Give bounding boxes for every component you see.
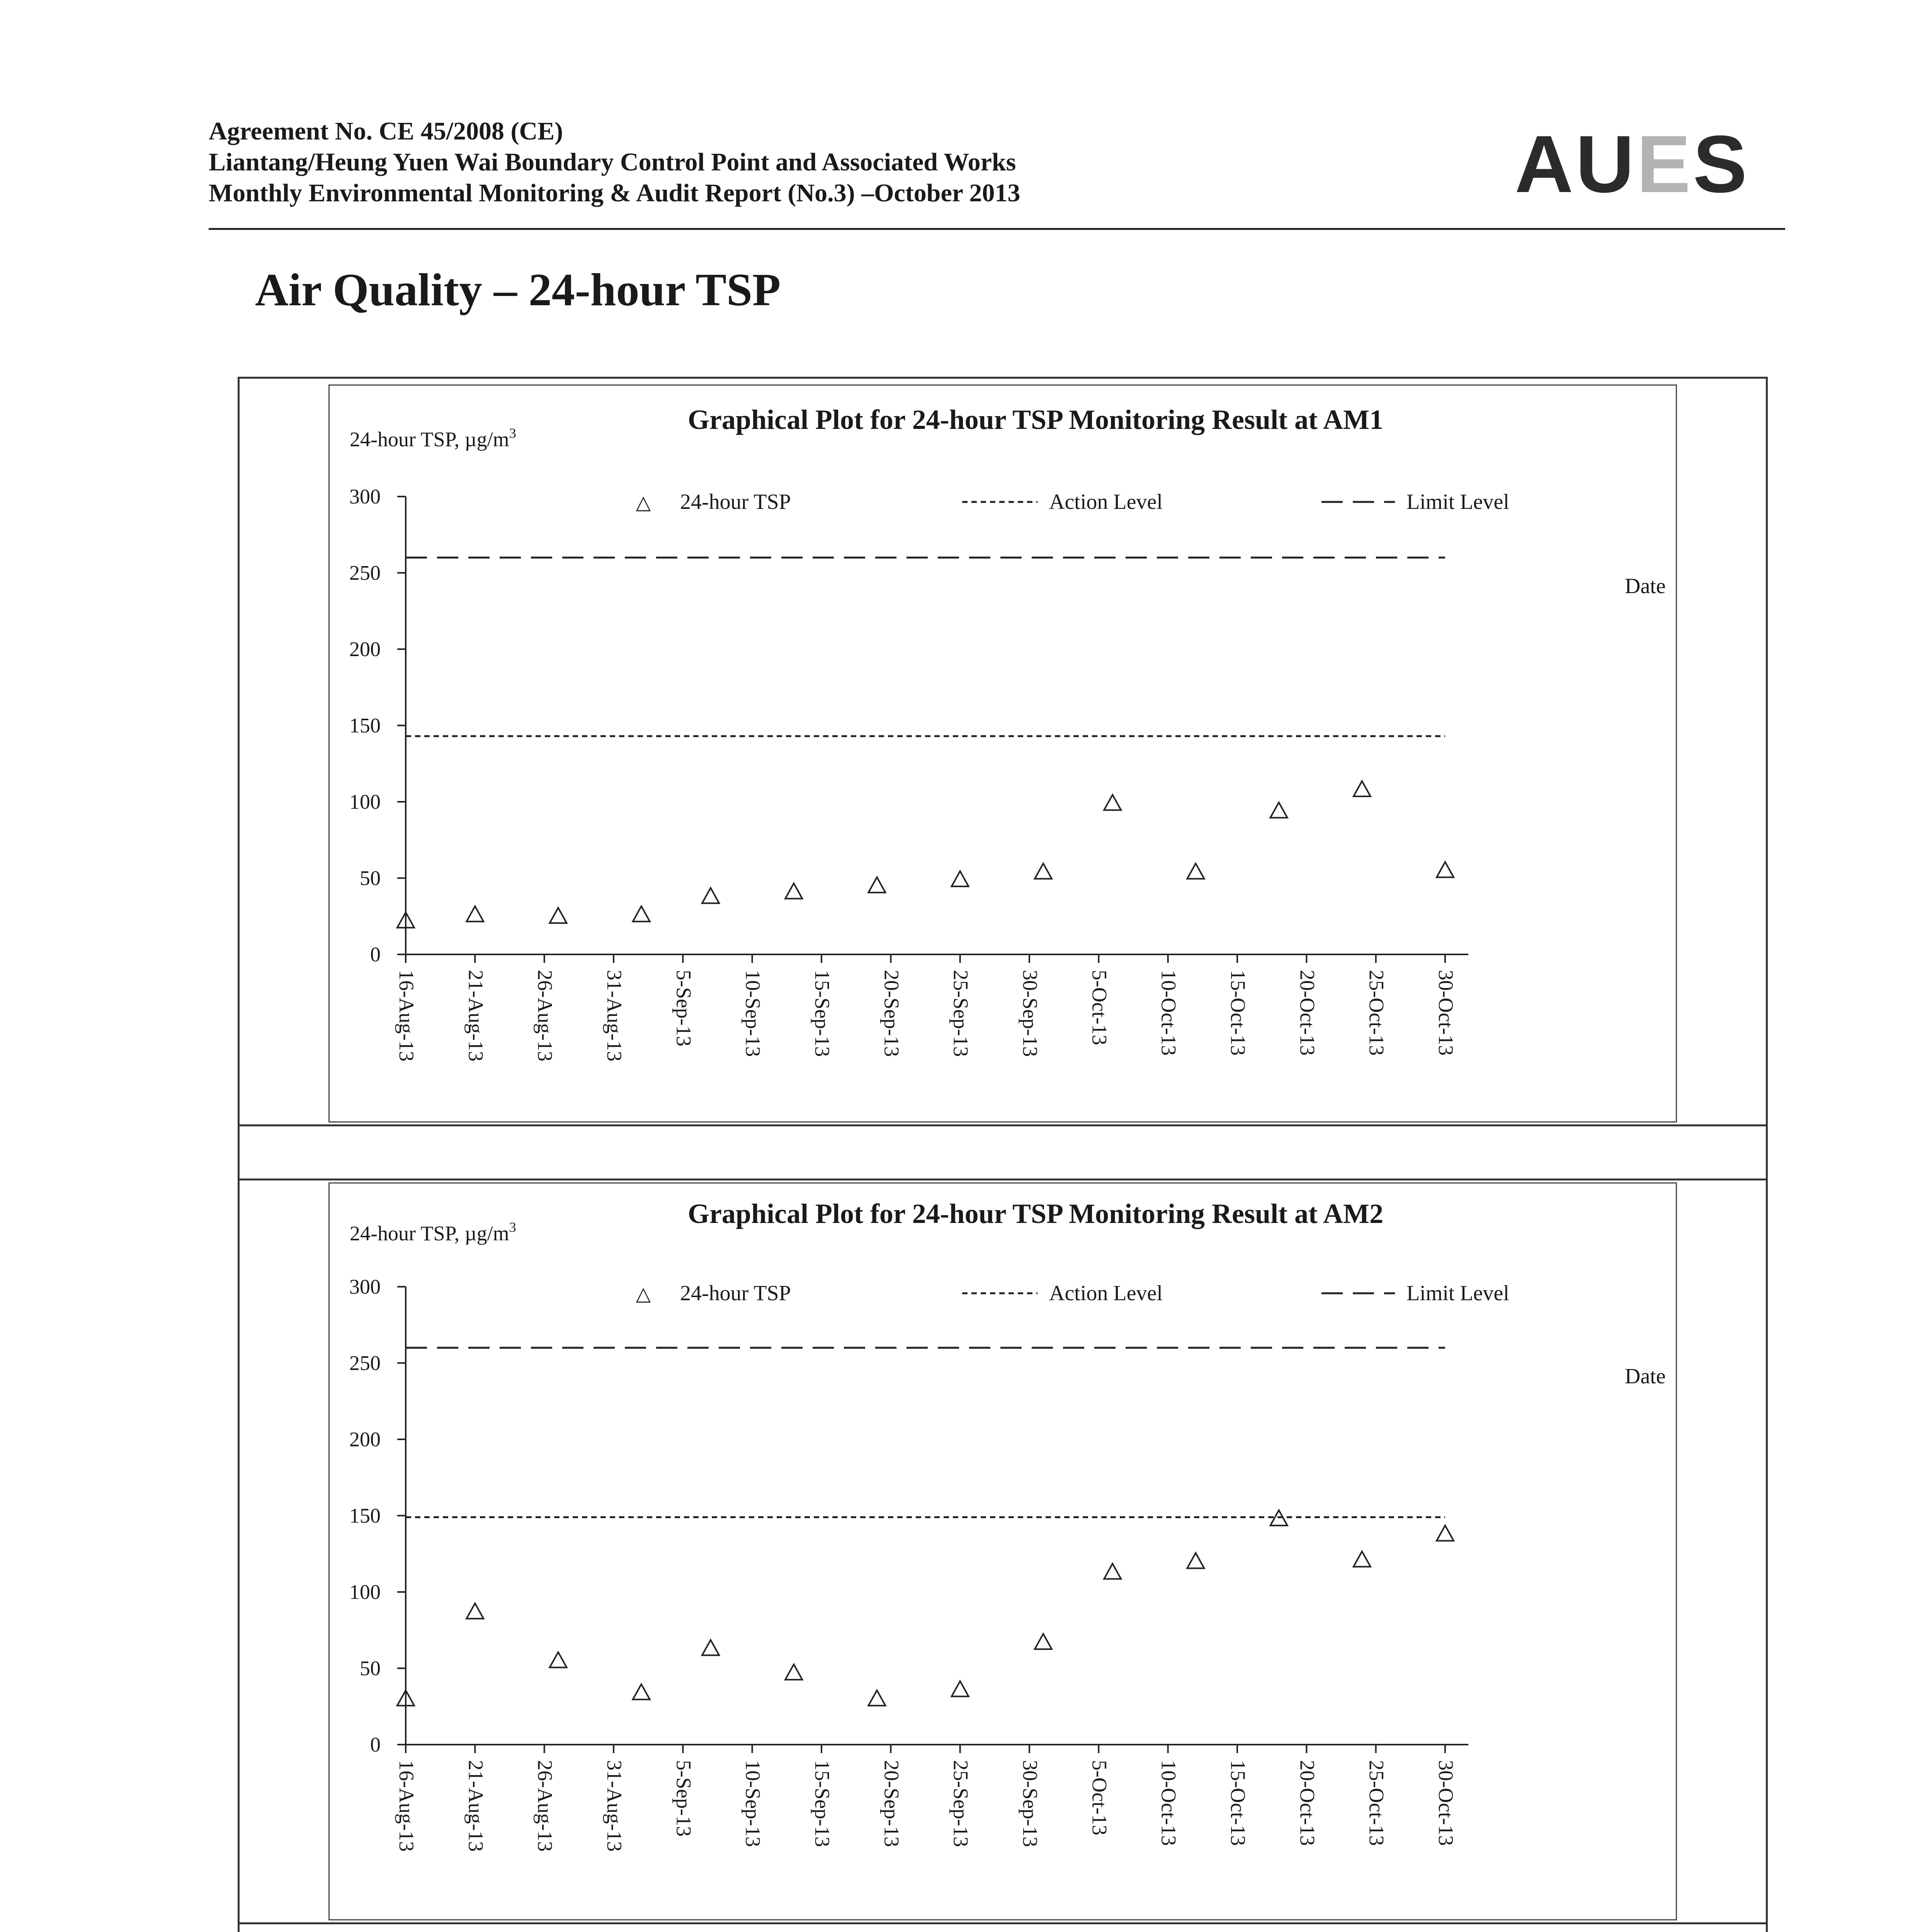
data-point xyxy=(785,1664,802,1680)
data-point xyxy=(1035,864,1052,879)
data-point xyxy=(1437,862,1454,878)
y-tick-label: 50 xyxy=(360,866,381,890)
x-tick-label: 20-Oct-13 xyxy=(1296,970,1319,1056)
header-divider xyxy=(209,228,1785,230)
x-tick-label: 5-Oct-13 xyxy=(1088,970,1111,1045)
x-tick-label: 20-Oct-13 xyxy=(1296,1760,1319,1846)
x-tick-label: 5-Sep-13 xyxy=(672,1760,696,1837)
data-point xyxy=(785,883,802,899)
x-tick-label: 25-Oct-13 xyxy=(1365,1760,1388,1846)
chart-legend xyxy=(636,1281,1509,1305)
chart-legend xyxy=(636,490,1509,514)
table-row-divider xyxy=(238,1124,1768,1126)
legend-label-limit: Limit Level xyxy=(1406,1281,1509,1305)
x-tick-label: 30-Oct-13 xyxy=(1434,970,1458,1056)
x-tick-label: 15-Oct-13 xyxy=(1226,970,1250,1056)
y-tick-label: 150 xyxy=(349,1504,381,1527)
x-tick-label: 30-Oct-13 xyxy=(1434,1760,1458,1846)
data-point xyxy=(466,906,483,922)
x-tick-label: 15-Sep-13 xyxy=(811,1760,834,1847)
data-point xyxy=(1187,864,1204,879)
data-point xyxy=(952,1681,969,1697)
x-tick-label: 25-Oct-13 xyxy=(1365,970,1388,1056)
x-tick-label: 25-Sep-13 xyxy=(949,1760,973,1847)
data-point xyxy=(1270,803,1287,818)
chart-title: Graphical Plot for 24-hour TSP Monitoring Result at AM1 xyxy=(687,404,1384,435)
data-point xyxy=(1104,1564,1121,1579)
data-point xyxy=(952,871,969,886)
aues-logo xyxy=(1515,119,1750,209)
data-point xyxy=(1035,1634,1052,1649)
data-point xyxy=(633,906,650,922)
logo-letter-s: S xyxy=(1693,119,1750,209)
table-row-divider xyxy=(238,1179,1768,1180)
x-tick-label: 15-Oct-13 xyxy=(1226,1760,1250,1846)
data-point xyxy=(1354,781,1371,796)
x-tick-label: 16-Aug-13 xyxy=(395,1760,418,1852)
y-tick-label: 0 xyxy=(370,943,381,966)
x-tick-label: 5-Oct-13 xyxy=(1088,1760,1111,1835)
y-tick-label: 0 xyxy=(370,1733,381,1756)
plot-area xyxy=(349,485,1468,1061)
x-tick-label: 16-Aug-13 xyxy=(395,970,418,1061)
chart-am2 xyxy=(328,1182,1677,1920)
legend-label-action: Action Level xyxy=(1049,490,1163,514)
data-point xyxy=(868,877,885,893)
x-tick-label: 31-Aug-13 xyxy=(603,970,626,1061)
x-tick-label: 30-Sep-13 xyxy=(1019,970,1042,1057)
logo-letter-e: E xyxy=(1636,119,1693,209)
plot-area xyxy=(349,1275,1468,1852)
table-row-divider xyxy=(238,1922,1768,1924)
y-tick-label: 250 xyxy=(349,561,381,585)
legend-label-action: Action Level xyxy=(1049,1281,1163,1305)
x-tick-label: 25-Sep-13 xyxy=(949,970,973,1057)
data-point xyxy=(1437,1526,1454,1541)
y-tick-label: 300 xyxy=(349,1275,381,1298)
y-tick-label: 200 xyxy=(349,638,381,661)
data-point xyxy=(633,1684,650,1700)
x-tick-label: 21-Aug-13 xyxy=(464,970,488,1061)
project-name: Liantang/Heung Yuen Wai Boundary Control Point and Associated Works xyxy=(209,148,1016,176)
x-tick-label: 31-Aug-13 xyxy=(603,1760,626,1852)
chart-title: Graphical Plot for 24-hour TSP Monitoring Result at AM2 xyxy=(687,1198,1384,1229)
x-tick-label: 10-Oct-13 xyxy=(1157,1760,1180,1846)
x-tick-label: 20-Sep-13 xyxy=(880,970,903,1057)
x-tick-label: 10-Oct-13 xyxy=(1157,970,1180,1056)
y-axis-label: 24-hour TSP, $\mu g/m^3$ xyxy=(350,425,516,451)
data-point xyxy=(1354,1551,1371,1567)
logo-letter-u: U xyxy=(1575,119,1637,209)
x-tick-label: 20-Sep-13 xyxy=(880,1760,903,1847)
report-name: Monthly Environmental Monitoring & Audit Report (No.3) –October 2013 xyxy=(209,179,1020,207)
data-point xyxy=(702,888,719,903)
legend-label-limit: Limit Level xyxy=(1406,490,1509,514)
legend-label-tsp: 24-hour TSP xyxy=(680,1281,791,1305)
legend-marker-tsp: △ xyxy=(636,492,651,513)
y-tick-label: 200 xyxy=(349,1428,381,1451)
y-tick-label: 50 xyxy=(360,1656,381,1680)
x-tick-label: 5-Sep-13 xyxy=(672,970,696,1046)
legend-marker-tsp: △ xyxy=(636,1283,651,1304)
x-tick-label: 30-Sep-13 xyxy=(1019,1760,1042,1847)
logo-letter-a: A xyxy=(1515,119,1576,209)
x-tick-label: 15-Sep-13 xyxy=(811,970,834,1057)
x-tick-label: 26-Aug-13 xyxy=(533,1760,557,1852)
y-axis-label: 24-hour TSP, $\mu g/m^3$ xyxy=(350,1219,516,1245)
data-point xyxy=(1104,795,1121,810)
page-title: Air Quality – 24-hour TSP xyxy=(255,264,781,315)
x-tick-label: 10-Sep-13 xyxy=(741,1760,765,1847)
legend-label-tsp: 24-hour TSP xyxy=(680,490,791,514)
x-tick-label: 26-Aug-13 xyxy=(533,970,557,1061)
x-tick-label: 10-Sep-13 xyxy=(741,970,765,1057)
y-tick-label: 150 xyxy=(349,714,381,737)
data-point xyxy=(550,1652,567,1668)
y-tick-label: 250 xyxy=(349,1351,381,1375)
x-tick-label: 21-Aug-13 xyxy=(464,1760,488,1852)
data-point xyxy=(868,1690,885,1706)
y-tick-label: 100 xyxy=(349,1580,381,1604)
chart-am1 xyxy=(328,384,1677,1122)
data-point xyxy=(1187,1553,1204,1568)
y-tick-label: 100 xyxy=(349,790,381,813)
data-point xyxy=(466,1603,483,1619)
y-tick-label: 300 xyxy=(349,485,381,508)
x-axis-label: Date xyxy=(1625,1364,1666,1388)
agreement-number: Agreement No. CE 45/2008 (CE) xyxy=(209,117,563,145)
x-axis-label: Date xyxy=(1625,574,1666,598)
data-point xyxy=(702,1640,719,1655)
data-point xyxy=(550,908,567,923)
